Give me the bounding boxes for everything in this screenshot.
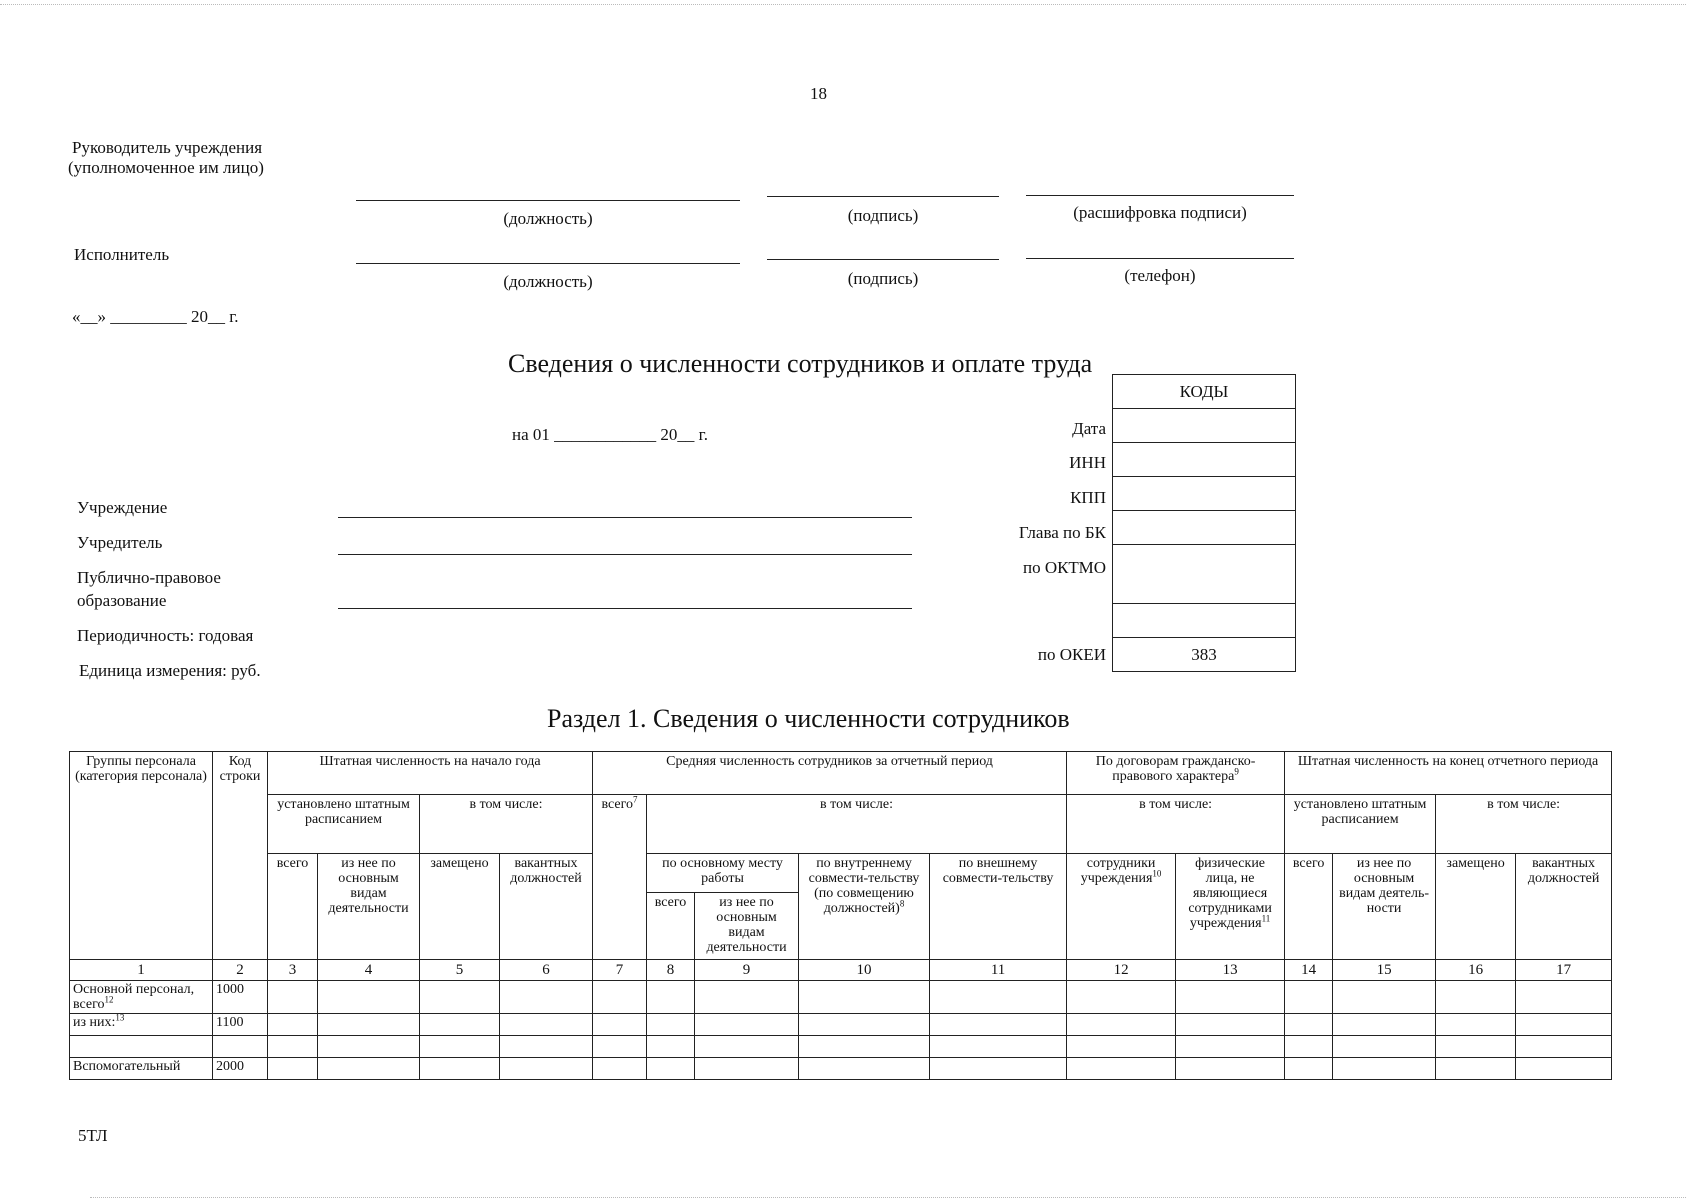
column-number: 8: [647, 960, 695, 981]
data-cell[interactable]: [1516, 981, 1612, 1014]
code-bk-label: Глава по БК: [1018, 523, 1106, 542]
column-number: 17: [1516, 960, 1612, 981]
data-cell[interactable]: [799, 1058, 930, 1080]
unit-of-measure: Единица измерения: руб.: [79, 661, 261, 680]
column-number: 3: [268, 960, 318, 981]
header-code: Код строки: [213, 752, 268, 960]
data-cell[interactable]: [1516, 1014, 1612, 1036]
data-cell[interactable]: [799, 1036, 930, 1058]
institution-label: Учреждение: [77, 498, 168, 517]
column-number: 12: [1067, 960, 1176, 981]
code-kpp-label: КПП: [1070, 488, 1106, 507]
form-title: Сведения о численности сотрудников и оплате труда: [508, 349, 1093, 378]
data-cell[interactable]: [1333, 1014, 1436, 1036]
column-number: 11: [930, 960, 1067, 981]
header-end-staff: Штатная численность на конец отчетного периода: [1285, 752, 1612, 795]
row-code: 1000: [213, 981, 268, 1014]
data-cell[interactable]: [593, 1058, 647, 1080]
data-cell[interactable]: [930, 1014, 1067, 1036]
signature-line-2[interactable]: [767, 259, 999, 260]
data-cell[interactable]: [1333, 981, 1436, 1014]
table-row: [70, 1014, 1612, 1036]
header-end-main-activities: из нее по основным видам деятель-ности: [1333, 854, 1436, 960]
code-date-label: Дата: [1072, 419, 1106, 438]
data-cell[interactable]: [500, 1058, 593, 1080]
staff-table: [69, 751, 1612, 1080]
founder-field[interactable]: [338, 554, 912, 555]
table-row: [70, 981, 1612, 1014]
data-cell[interactable]: [1176, 1014, 1285, 1036]
phone-line[interactable]: [1026, 258, 1294, 259]
institution-field[interactable]: [338, 517, 912, 518]
data-cell[interactable]: [799, 1014, 930, 1036]
data-cell[interactable]: [500, 981, 593, 1014]
header-start-vacant: вакантных должностей: [500, 854, 593, 960]
data-cell[interactable]: [1436, 1036, 1516, 1058]
column-number: 7: [593, 960, 647, 981]
data-cell[interactable]: [695, 1014, 799, 1036]
row-code: 1100: [213, 1014, 268, 1036]
data-cell[interactable]: [1067, 1014, 1176, 1036]
codes-table: [1112, 374, 1296, 672]
data-cell[interactable]: [1067, 1036, 1176, 1058]
form-code: 5ТЛ: [78, 1126, 108, 1145]
data-cell[interactable]: [647, 1014, 695, 1036]
column-number: 16: [1436, 960, 1516, 981]
data-cell[interactable]: [318, 981, 420, 1014]
header-individuals: физические лица, не являющиеся сотрудниками учреждения$^{11}$: [1176, 854, 1285, 960]
data-cell[interactable]: [593, 981, 647, 1014]
data-cell[interactable]: [1516, 1036, 1612, 1058]
codes-header: КОДЫ: [1113, 375, 1296, 409]
column-number: 9: [695, 960, 799, 981]
table-row: [70, 1036, 1612, 1058]
header-groups: Группы персонала (категория персонала): [70, 752, 213, 960]
scan-edge-bottom: [90, 1197, 1686, 1198]
column-numbers-row: [70, 960, 1612, 981]
data-cell[interactable]: [318, 1036, 420, 1058]
header-start-main-activities: из нее по основным видам деятельности: [318, 854, 420, 960]
row-code: 2000: [213, 1058, 268, 1080]
periodicity: Периодичность: годовая: [77, 626, 254, 645]
decoding-line[interactable]: [1026, 195, 1294, 196]
header-end-filled: замещено: [1436, 854, 1516, 960]
data-cell[interactable]: [1436, 1058, 1516, 1080]
data-cell[interactable]: [318, 1058, 420, 1080]
data-cell[interactable]: [1285, 1058, 1333, 1080]
caption-decoding: (расшифровка подписи): [1073, 203, 1247, 222]
header-start-filled: замещено: [420, 854, 500, 960]
column-number: 14: [1285, 960, 1333, 981]
data-cell[interactable]: [1436, 1014, 1516, 1036]
row-group-name: [70, 1036, 213, 1058]
report-date: на 01 ____________ 20__ г.: [512, 425, 708, 444]
data-cell[interactable]: [500, 1036, 593, 1058]
data-cell[interactable]: [420, 1014, 500, 1036]
data-cell[interactable]: [1333, 1036, 1436, 1058]
column-number: 10: [799, 960, 930, 981]
code-okei-label: по ОКЕИ: [1037, 645, 1106, 664]
head-label-line1: Руководитель учреждения: [72, 138, 263, 157]
data-cell[interactable]: [930, 1036, 1067, 1058]
public-entity-label-1: Публично-правовое: [77, 568, 221, 587]
row-group-name: Основной персонал, всего$^{12}$: [70, 981, 213, 1014]
header-start-staff: Штатная численность на начало года: [268, 752, 593, 795]
data-cell[interactable]: [695, 1058, 799, 1080]
data-cell[interactable]: [500, 1014, 593, 1036]
data-cell[interactable]: [1436, 981, 1516, 1014]
code-oktmo-cell[interactable]: [1113, 545, 1296, 604]
data-cell[interactable]: [695, 1036, 799, 1058]
data-cell[interactable]: [930, 981, 1067, 1014]
data-cell[interactable]: [420, 1036, 500, 1058]
data-cell[interactable]: [1067, 1058, 1176, 1080]
data-cell[interactable]: [268, 981, 318, 1014]
header-employees: сотрудники учреждения$^{10}$: [1067, 854, 1176, 960]
caption-position: (должность): [503, 209, 593, 228]
caption-position-2: (должность): [503, 272, 593, 291]
column-number: 15: [1333, 960, 1436, 981]
row-group-name: Вспомогательный: [70, 1058, 213, 1080]
data-cell[interactable]: [1285, 1036, 1333, 1058]
position-line[interactable]: [356, 200, 740, 201]
data-cell[interactable]: [593, 1014, 647, 1036]
header-main-place-all: всего: [647, 893, 695, 960]
code-inn-cell[interactable]: [1113, 443, 1296, 477]
header-average: Средняя численность сотрудников за отчетный период: [593, 752, 1067, 795]
header-civil-including: в том числе:: [1067, 795, 1285, 854]
column-number: 2: [213, 960, 268, 981]
header-civil-contracts: По договорам гражданско-правового характера$^9$: [1067, 752, 1285, 795]
data-cell[interactable]: [268, 1036, 318, 1058]
header-avg-including: в том числе:: [647, 795, 1067, 854]
header-end-all: всего: [1285, 854, 1333, 960]
data-cell[interactable]: [593, 1036, 647, 1058]
caption-phone: (телефон): [1124, 266, 1196, 285]
data-cell[interactable]: [1067, 981, 1176, 1014]
executor-label: Исполнитель: [74, 245, 170, 264]
public-entity-label-2: образование: [77, 591, 167, 610]
data-cell[interactable]: [1516, 1058, 1612, 1080]
code-inn-label: ИНН: [1069, 453, 1106, 472]
header-start-all: всего: [268, 854, 318, 960]
page-number: 18: [810, 84, 827, 103]
data-cell[interactable]: [318, 1014, 420, 1036]
column-number: 13: [1176, 960, 1285, 981]
founder-label: Учредитель: [77, 533, 163, 552]
row-group-name: из них:$^{13}$: [70, 1014, 213, 1036]
code-oktmo-label: по ОКТМО: [1022, 558, 1106, 577]
data-cell[interactable]: [1285, 1014, 1333, 1036]
signature-line[interactable]: [767, 196, 999, 197]
data-cell[interactable]: [930, 1058, 1067, 1080]
section-title: Раздел 1. Сведения о численности сотрудников: [547, 704, 1070, 733]
data-cell[interactable]: [268, 1058, 318, 1080]
head-label-line2: (уполномоченное им лицо): [68, 158, 264, 177]
data-cell[interactable]: [1285, 981, 1333, 1014]
row-code: [213, 1036, 268, 1058]
code-kpp-cell[interactable]: [1113, 477, 1296, 511]
data-cell[interactable]: [268, 1014, 318, 1036]
header-end-established: установлено штатным расписанием: [1285, 795, 1436, 854]
code-date-cell[interactable]: [1113, 409, 1296, 443]
code-oktmo-cell-2[interactable]: [1113, 604, 1296, 638]
header-end-including: в том числе:: [1436, 795, 1612, 854]
column-number: 6: [500, 960, 593, 981]
data-cell[interactable]: [695, 981, 799, 1014]
scan-edge-top: [0, 4, 1686, 5]
date-line: «__» _________ 20__ г.: [72, 307, 239, 326]
header-end-vacant: вакантных должностей: [1516, 854, 1612, 960]
data-cell[interactable]: [799, 981, 930, 1014]
data-cell[interactable]: [420, 1058, 500, 1080]
header-internal: по внутреннему совмести-тельству (по совмещению должностей)$^8$: [799, 854, 930, 960]
column-number: 1: [70, 960, 213, 981]
header-main-place: по основному месту работы: [647, 854, 799, 893]
caption-signature-2: (подпись): [847, 269, 919, 288]
header-established: установлено штатным расписанием: [268, 795, 420, 854]
data-cell[interactable]: [1176, 1036, 1285, 1058]
header-external: по внешнему совмести-тельству: [930, 854, 1067, 960]
public-entity-field[interactable]: [338, 608, 912, 609]
header-including: в том числе:: [420, 795, 593, 854]
header-avg-total: всего$^7$: [593, 795, 647, 960]
data-cell[interactable]: [647, 981, 695, 1014]
data-cell[interactable]: [1176, 981, 1285, 1014]
data-cell[interactable]: [1333, 1058, 1436, 1080]
code-okei-cell: 383: [1113, 638, 1296, 672]
column-number: 4: [318, 960, 420, 981]
header-main-place-main-activities: из нее по основным видам деятельности: [695, 893, 799, 960]
data-cell[interactable]: [420, 981, 500, 1014]
table-row: [70, 1058, 1612, 1080]
data-cell[interactable]: [647, 1036, 695, 1058]
data-cell[interactable]: [647, 1058, 695, 1080]
code-bk-cell[interactable]: [1113, 511, 1296, 545]
position-line-2[interactable]: [356, 263, 740, 264]
data-cell[interactable]: [1176, 1058, 1285, 1080]
caption-signature: (подпись): [847, 206, 919, 225]
column-number: 5: [420, 960, 500, 981]
